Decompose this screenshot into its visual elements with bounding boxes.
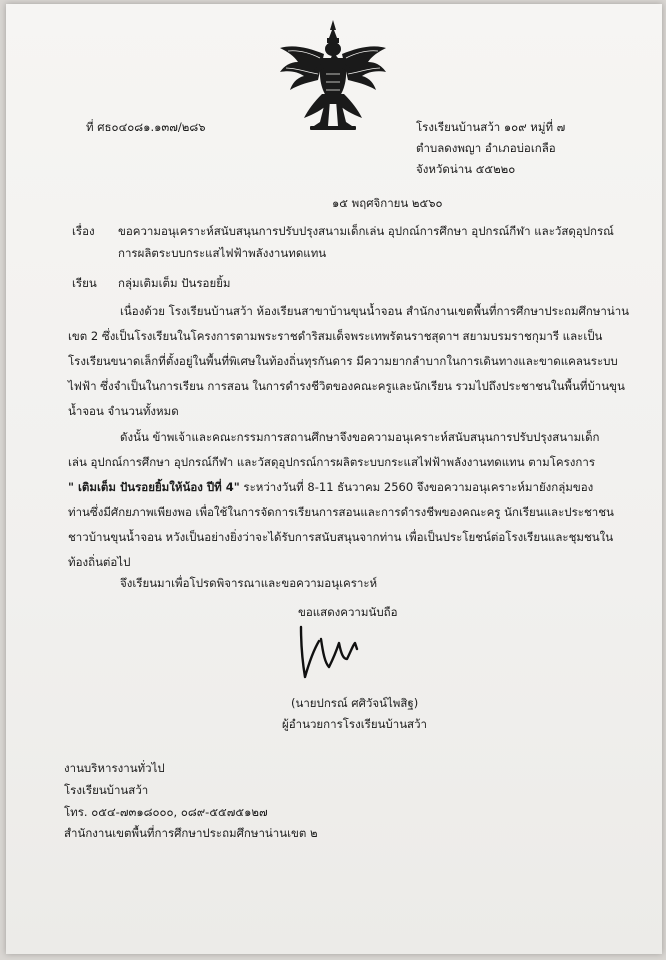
signer-position: ผู้อำนวยการโรงเรียนบ้านสว้า	[282, 717, 427, 731]
paragraph-1-line: ไฟฟ้า ซึ่งจำเป็นในการเรียน การสอน ในการดำรงชีวิตของคณะครูและนักเรียน รวมไปถึงประชาชนในพื้นที่บ้านขุน	[68, 379, 625, 393]
handwritten-signature	[291, 619, 371, 684]
project-name: " เติมเต็ม ปันรอยยิ้มให้น้อง ปีที่ 4"	[68, 480, 240, 494]
paragraph-2-line	[68, 475, 614, 500]
project-date-text: ระหว่างวันที่ 8-11 ธันวาคม 2560 จึงขอความอนุเคราะห์มายังกลุ่มของ	[239, 480, 594, 494]
recipient-name: กลุ่มเติมเต็ม ปันรอยยิ้ม	[118, 276, 231, 290]
paragraph-1-line: เนื่องด้วย โรงเรียนบ้านสว้า ห้องเรียนสาขาบ้านขุนน้ำจอน สำนักงานเขตพื้นที่การศึกษาประถมศึกษาน่าน	[120, 304, 630, 318]
subject-line-2: การผลิตระบบกระแสไฟฟ้าพลังงานทดแทน	[118, 246, 327, 260]
paragraph-2-line: ท้องถิ่นต่อไป	[68, 555, 131, 569]
closing-request: จึงเรียนมาเพื่อโปรดพิจารณาและขอความอนุเคราะห์	[120, 576, 378, 590]
recipient-label: เรียน	[72, 276, 97, 290]
paragraph-1-line: เขต 2 ซึ่งเป็นโรงเรียนในโครงการตามพระราชดำริสมเด็จพระเทพรัตนราชสุดาฯ สยามบรมราชกุมารี และเป็น	[68, 329, 603, 343]
footer-department: งานบริหารงานทั่วไป	[64, 761, 165, 775]
subject-label: เรื่อง	[72, 224, 95, 238]
footer-school: โรงเรียนบ้านสว้า	[64, 783, 149, 797]
salutation: ขอแสดงความนับถือ	[298, 605, 398, 619]
garuda-emblem-icon	[274, 18, 392, 134]
paragraph-2-line: ดังนั้น ข้าพเจ้าและคณะกรรมการสถานศึกษาจึงขอความอนุเคราะห์สนับสนุนการปรับปรุงสนามเด็ก	[120, 430, 600, 444]
paragraph-2-line: ท่านซึ่งมีศักยภาพเพียงพอ เพื่อใช้ในการจัดการเรียนการสอนและการดำรงชีพของคณะครู นักเรียนและประชาชน	[68, 505, 614, 519]
subject-line-1: ขอความอนุเคราะห์สนับสนุนการปรับปรุงสนามเด็กเล่น อุปกณ์การศึกษา อุปกรณ์กีฬา และวัสดุอุปกรณ์	[118, 224, 614, 238]
paragraph-2-line: เล่น อุปกณ์การศึกษา อุปกรณ์กีฬา และวัสดุอุปกรณ์การผลิตระบบกระแสไฟฟ้าพลังงานทดแทน ตามโครงการ	[68, 455, 596, 469]
reference-number: ที่ ศธ๐๔๐๘๑.๑๓๗/๒๘๖	[86, 120, 206, 134]
body-paragraph-1	[68, 299, 629, 424]
footer-phone: โทร. ๐๕๔-๗๓๑๘๐๐๐, ๐๘๙-๕๕๗๕๑๒๗	[64, 805, 268, 819]
footer-office: สำนักงานเขตพื้นที่การศึกษาประถมศึกษาน่านเขต ๒	[64, 826, 318, 840]
school-address-line-1: โรงเรียนบ้านสว้า ๑๐๙ หมู่ที่ ๗	[416, 120, 566, 134]
letter-page	[6, 4, 662, 954]
paragraph-2-line: ชาวบ้านขุนน้ำจอน หวังเป็นอย่างยิ่งว่าจะได้รับการสนับสนุนจากท่าน เพื่อเป็นประโยชน์ต่อโรงเรียนและชุมชนใน	[68, 530, 614, 544]
letter-date: ๑๕ พฤศจิกายน ๒๕๖๐	[332, 196, 443, 210]
paragraph-1-line: โรงเรียนขนาดเล็กที่ตั้งอยู่ในพื้นที่พิเศษในท้องถิ่นทุรกันดาร มีความยากลำบากในการเดินทางและขาดแคลนระบบ	[68, 354, 618, 368]
school-address-line-2: ตำบลดงพญา อำเภอบ่อเกลือ	[416, 141, 556, 155]
signer-name: (นายปกรณ์ ศศิวัจน์ไพสิฐ)	[291, 696, 419, 710]
body-paragraph-2	[68, 425, 614, 575]
paragraph-1-line: น้ำจอน จำนวนทั้งหมด	[68, 404, 179, 418]
school-address-line-3: จังหวัดน่าน ๕๕๒๒๐	[416, 162, 516, 176]
